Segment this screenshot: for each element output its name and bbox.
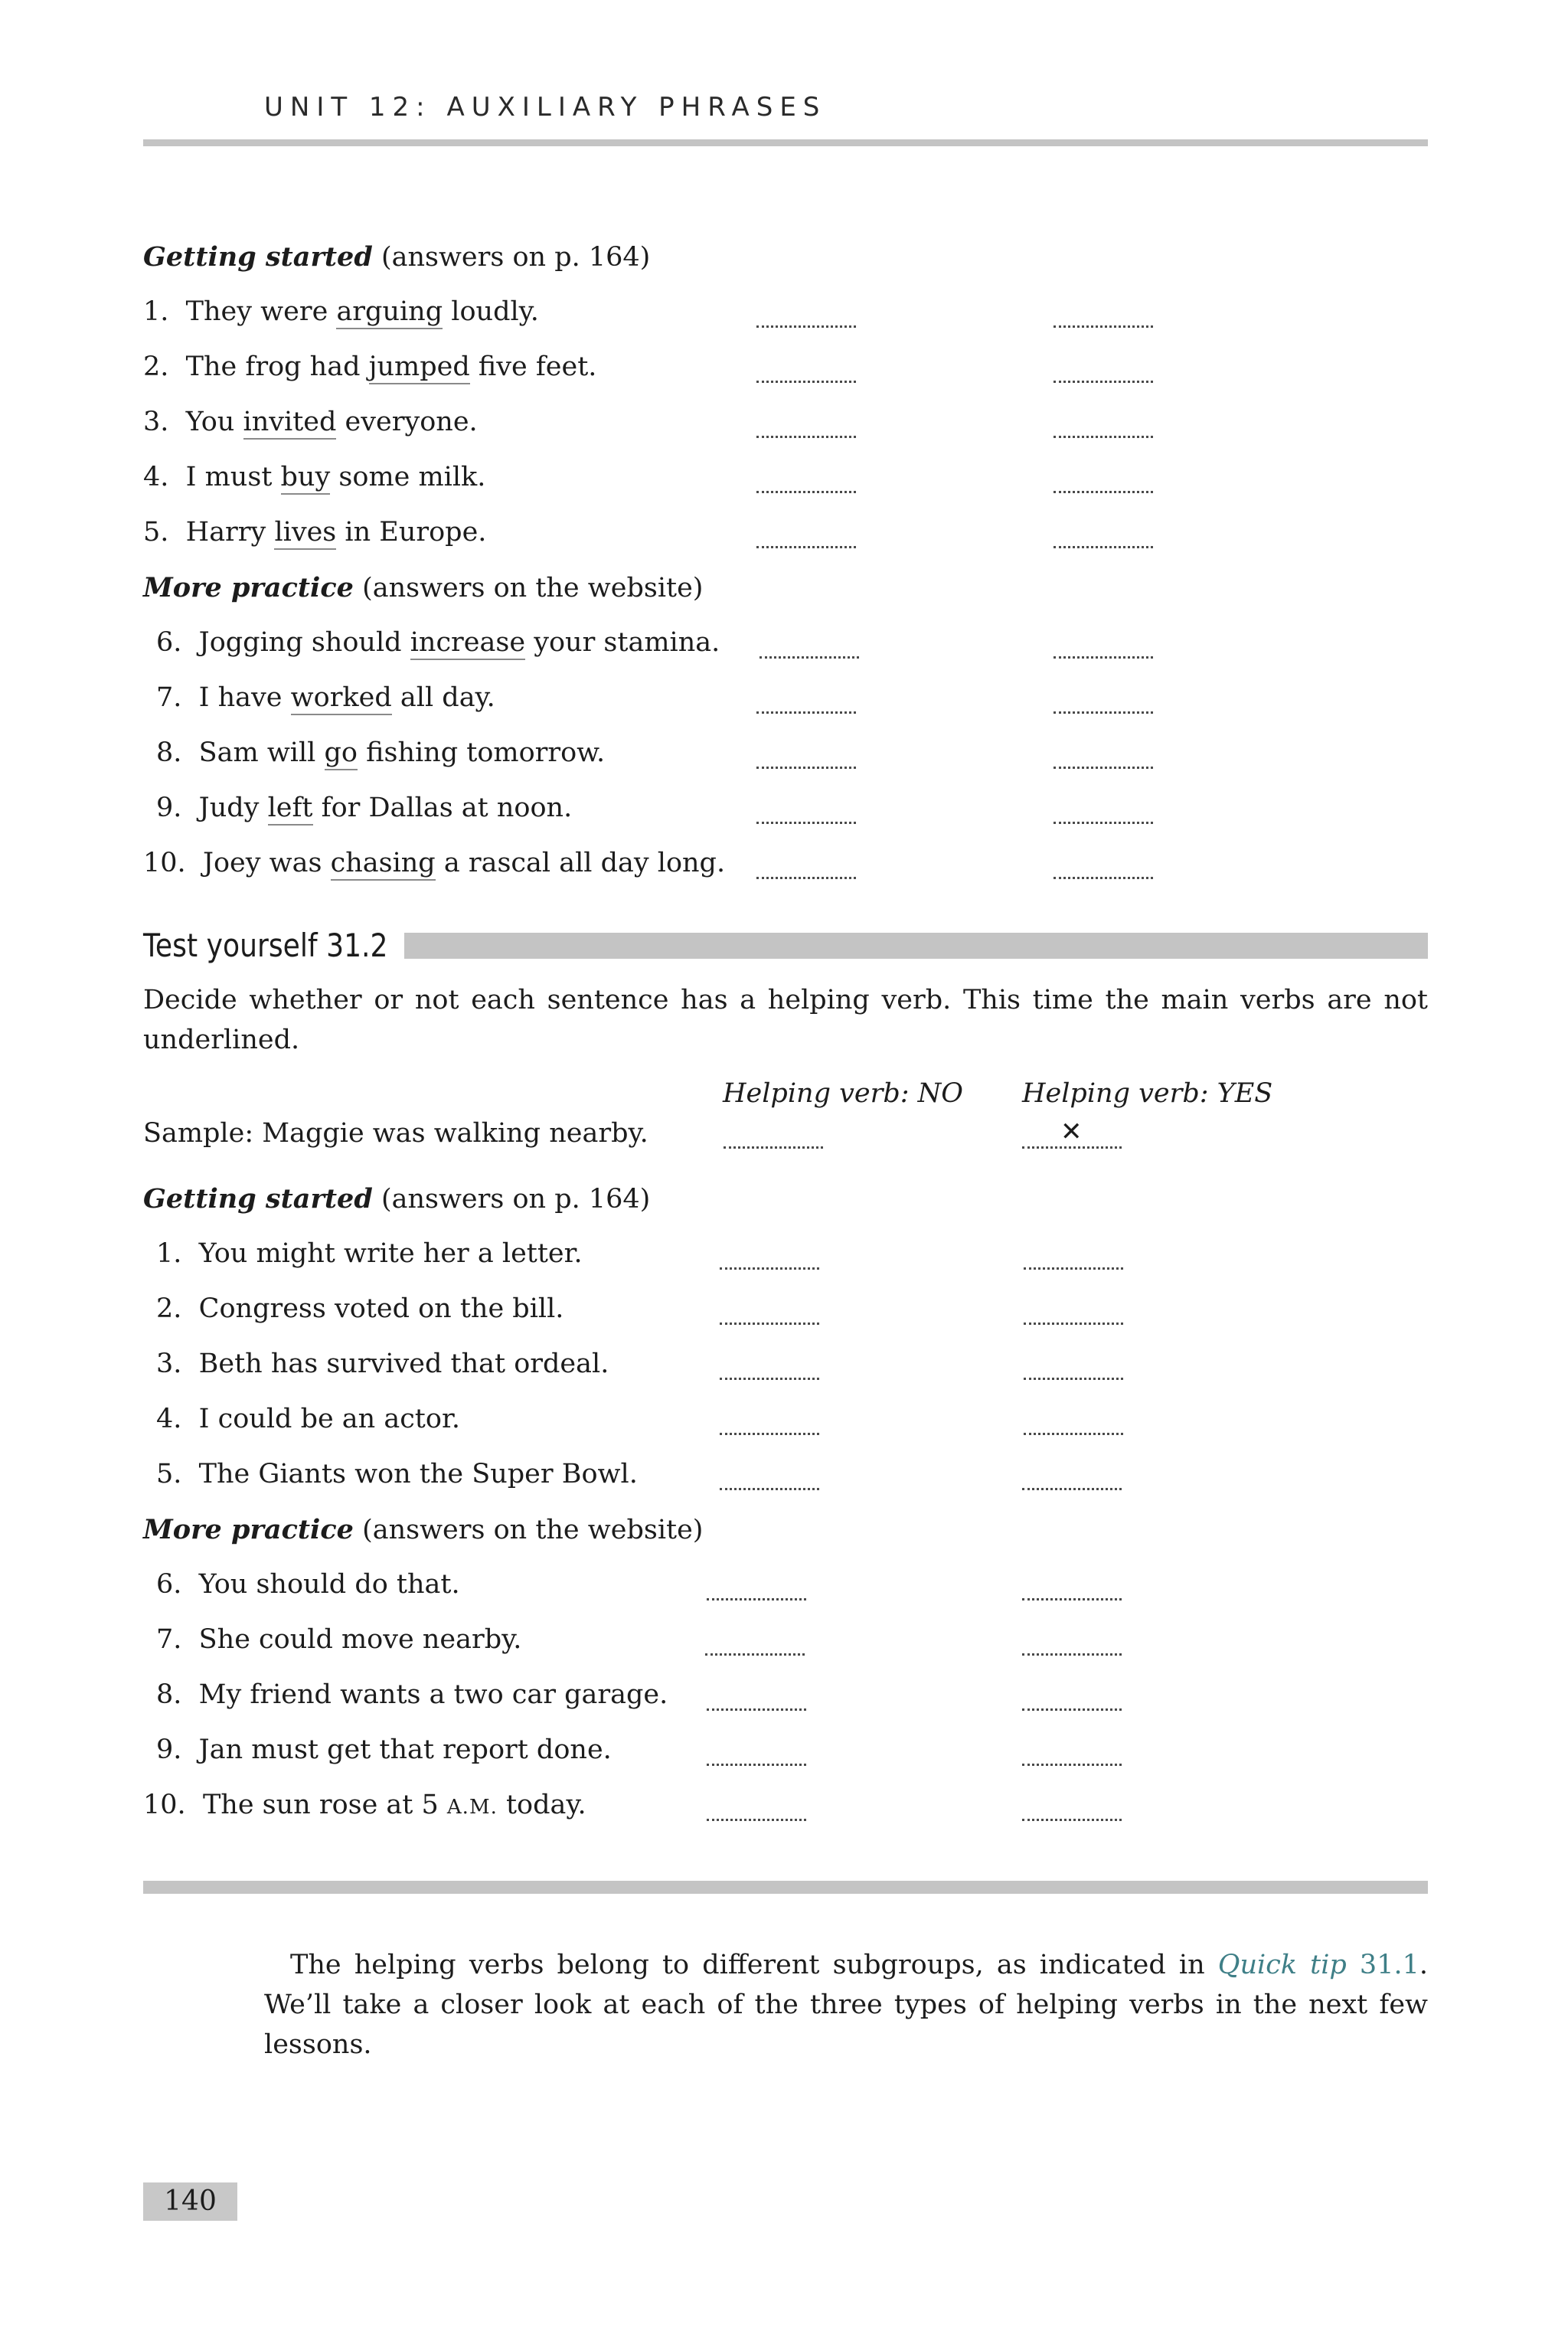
answer-blank-col1[interactable]	[756, 491, 856, 493]
more-practice-heading-2	[143, 1516, 703, 1544]
answer-blank-col2[interactable]	[1024, 1267, 1123, 1270]
test-yourself-title: Test yourself 31.2	[143, 927, 388, 964]
answer-blank-col1[interactable]	[760, 656, 859, 659]
answer-blank-col2[interactable]	[1054, 491, 1153, 493]
exercise-item: 4. I could be an actor.	[156, 1404, 460, 1434]
section-end-rule	[143, 1881, 1428, 1894]
more-practice-note: (answers on the website)	[362, 1515, 704, 1545]
getting-started-label: Getting started	[143, 241, 373, 273]
underlined-verb: left	[268, 793, 313, 826]
exercise-item: 2. The frog had jumped five feet.	[143, 354, 596, 381]
answer-blank-col2[interactable]	[1054, 436, 1153, 438]
closing-paragraph: The helping verbs belong to different subgroups, as indicated in Quick tip 31.1. We’ll take a closer look at each of the three types of helping verbs in the next few lessons.	[264, 1950, 1428, 2060]
exercise-item: 7. I have worked all day.	[156, 685, 495, 711]
exercise-item: 3. Beth has survived that ordeal.	[156, 1349, 609, 1379]
exercise-item: 6. You should do that.	[156, 1569, 460, 1600]
exercise-item: 4. I must buy some milk.	[143, 464, 485, 491]
exercise-item: 5. Harry lives in Europe.	[143, 519, 486, 546]
answer-blank-col1[interactable]	[707, 1819, 806, 1821]
test-title-bar	[404, 933, 1428, 959]
underlined-verb: lives	[274, 517, 336, 550]
answer-blank-col2[interactable]	[1022, 1488, 1122, 1490]
answer-blank-col1[interactable]	[756, 767, 856, 769]
answer-blank-col1[interactable]	[705, 1653, 805, 1656]
answer-blank-col2[interactable]	[1054, 546, 1153, 548]
underlined-verb: worked	[291, 682, 392, 715]
exercise-item: 7. She could move nearby.	[156, 1624, 522, 1655]
answer-blank-col2[interactable]	[1054, 325, 1153, 328]
exercise-item: 8. My friend wants a two car garage.	[156, 1679, 668, 1710]
underlined-verb: arguing	[336, 296, 443, 329]
answer-blank-col1[interactable]	[707, 1764, 806, 1766]
answer-blank-col2[interactable]	[1054, 656, 1153, 659]
quick-tip-link[interactable]: Quick tip 31.1	[1217, 1950, 1419, 1980]
underlined-verb: buy	[281, 462, 331, 495]
answer-blank-col1[interactable]	[724, 1146, 823, 1149]
running-header: UNIT 12: AUXILIARY PHRASES	[264, 92, 827, 123]
answer-blank-col1[interactable]	[720, 1433, 819, 1435]
underlined-verb: go	[325, 737, 358, 770]
exercise-item: 9. Judy left for Dallas at noon.	[156, 795, 572, 822]
exercise-item: 6. Jogging should increase your stamina.	[156, 629, 720, 656]
answer-blank-col1[interactable]	[707, 1708, 806, 1711]
answer-blank-col2[interactable]	[1054, 711, 1153, 714]
more-practice-note: (answers on the website)	[362, 573, 704, 603]
getting-started-heading-2	[143, 1185, 650, 1213]
answer-blank-col1[interactable]	[756, 711, 856, 714]
more-practice-label: More practice	[143, 572, 354, 603]
answer-blank-col2[interactable]	[1022, 1764, 1122, 1766]
answer-blank-col2[interactable]	[1054, 767, 1153, 769]
answer-blank-col1[interactable]	[720, 1323, 819, 1325]
answer-blank-col1[interactable]	[756, 436, 856, 438]
answer-blank-col1[interactable]	[720, 1378, 819, 1380]
column-header-no: Helping verb: NO	[723, 1078, 963, 1109]
exercise-item: 5. The Giants won the Super Bowl.	[156, 1459, 638, 1489]
answer-blank-col1[interactable]	[756, 325, 856, 328]
answer-blank-col1[interactable]	[707, 1598, 806, 1600]
exercise-item: 10. The sun rose at 5 A.M. today.	[143, 1790, 586, 1820]
sample-sentence: Sample: Maggie was walking nearby.	[143, 1118, 648, 1149]
exercise-item: 3. You invited everyone.	[143, 409, 478, 436]
answer-blank-col2[interactable]	[1024, 1378, 1123, 1380]
answer-blank-col1[interactable]	[720, 1267, 819, 1270]
answer-blank-col1[interactable]	[756, 822, 856, 824]
header-rule	[143, 139, 1428, 146]
getting-started-note: (answers on p. 164)	[381, 242, 651, 273]
answer-blank-col1[interactable]	[756, 546, 856, 548]
getting-started-note: (answers on p. 164)	[381, 1184, 651, 1215]
answer-blank-col2[interactable]	[1024, 1323, 1123, 1325]
answer-blank-col2[interactable]	[1024, 1433, 1123, 1435]
exercise-item: 1. They were arguing loudly.	[143, 299, 539, 325]
getting-started-label: Getting started	[143, 1183, 373, 1215]
underlined-verb: jumped	[369, 351, 470, 384]
underlined-verb: chasing	[331, 848, 436, 881]
test-instructions: Decide whether or not each sentence has a helping verb. This time the main verbs are not underlined.	[143, 985, 1428, 1055]
exercise-item: 10. Joey was chasing a rascal all day long.	[143, 850, 725, 877]
answer-blank-col2[interactable]	[1054, 877, 1153, 879]
getting-started-heading-1	[143, 241, 651, 273]
answer-blank-col2[interactable]	[1054, 381, 1153, 383]
answer-blank-col1[interactable]	[756, 877, 856, 879]
page-number: 140	[143, 2182, 237, 2221]
underlined-verb: increase	[410, 627, 525, 660]
more-practice-heading-1	[143, 574, 703, 602]
answer-blank-col2[interactable]	[1022, 1653, 1122, 1656]
answer-blank-col1[interactable]	[720, 1488, 819, 1490]
answer-blank-col2[interactable]	[1022, 1598, 1122, 1600]
exercise-item: 2. Congress voted on the bill.	[156, 1293, 564, 1324]
exercise-item: 8. Sam will go fishing tomorrow.	[156, 740, 605, 767]
underlined-verb: invited	[243, 407, 337, 440]
exercise-item: 9. Jan must get that report done.	[156, 1734, 612, 1765]
answer-blank-col2[interactable]	[1054, 822, 1153, 824]
more-practice-label: More practice	[143, 1514, 354, 1545]
answer-blank-col2[interactable]	[1022, 1708, 1122, 1711]
x-mark-icon: ✕	[1060, 1117, 1083, 1147]
column-header-yes: Helping verb: YES	[1022, 1078, 1273, 1109]
exercise-item: 1. You might write her a letter.	[156, 1238, 583, 1269]
answer-blank-col1[interactable]	[756, 381, 856, 383]
answer-blank-col2[interactable]	[1022, 1819, 1122, 1821]
